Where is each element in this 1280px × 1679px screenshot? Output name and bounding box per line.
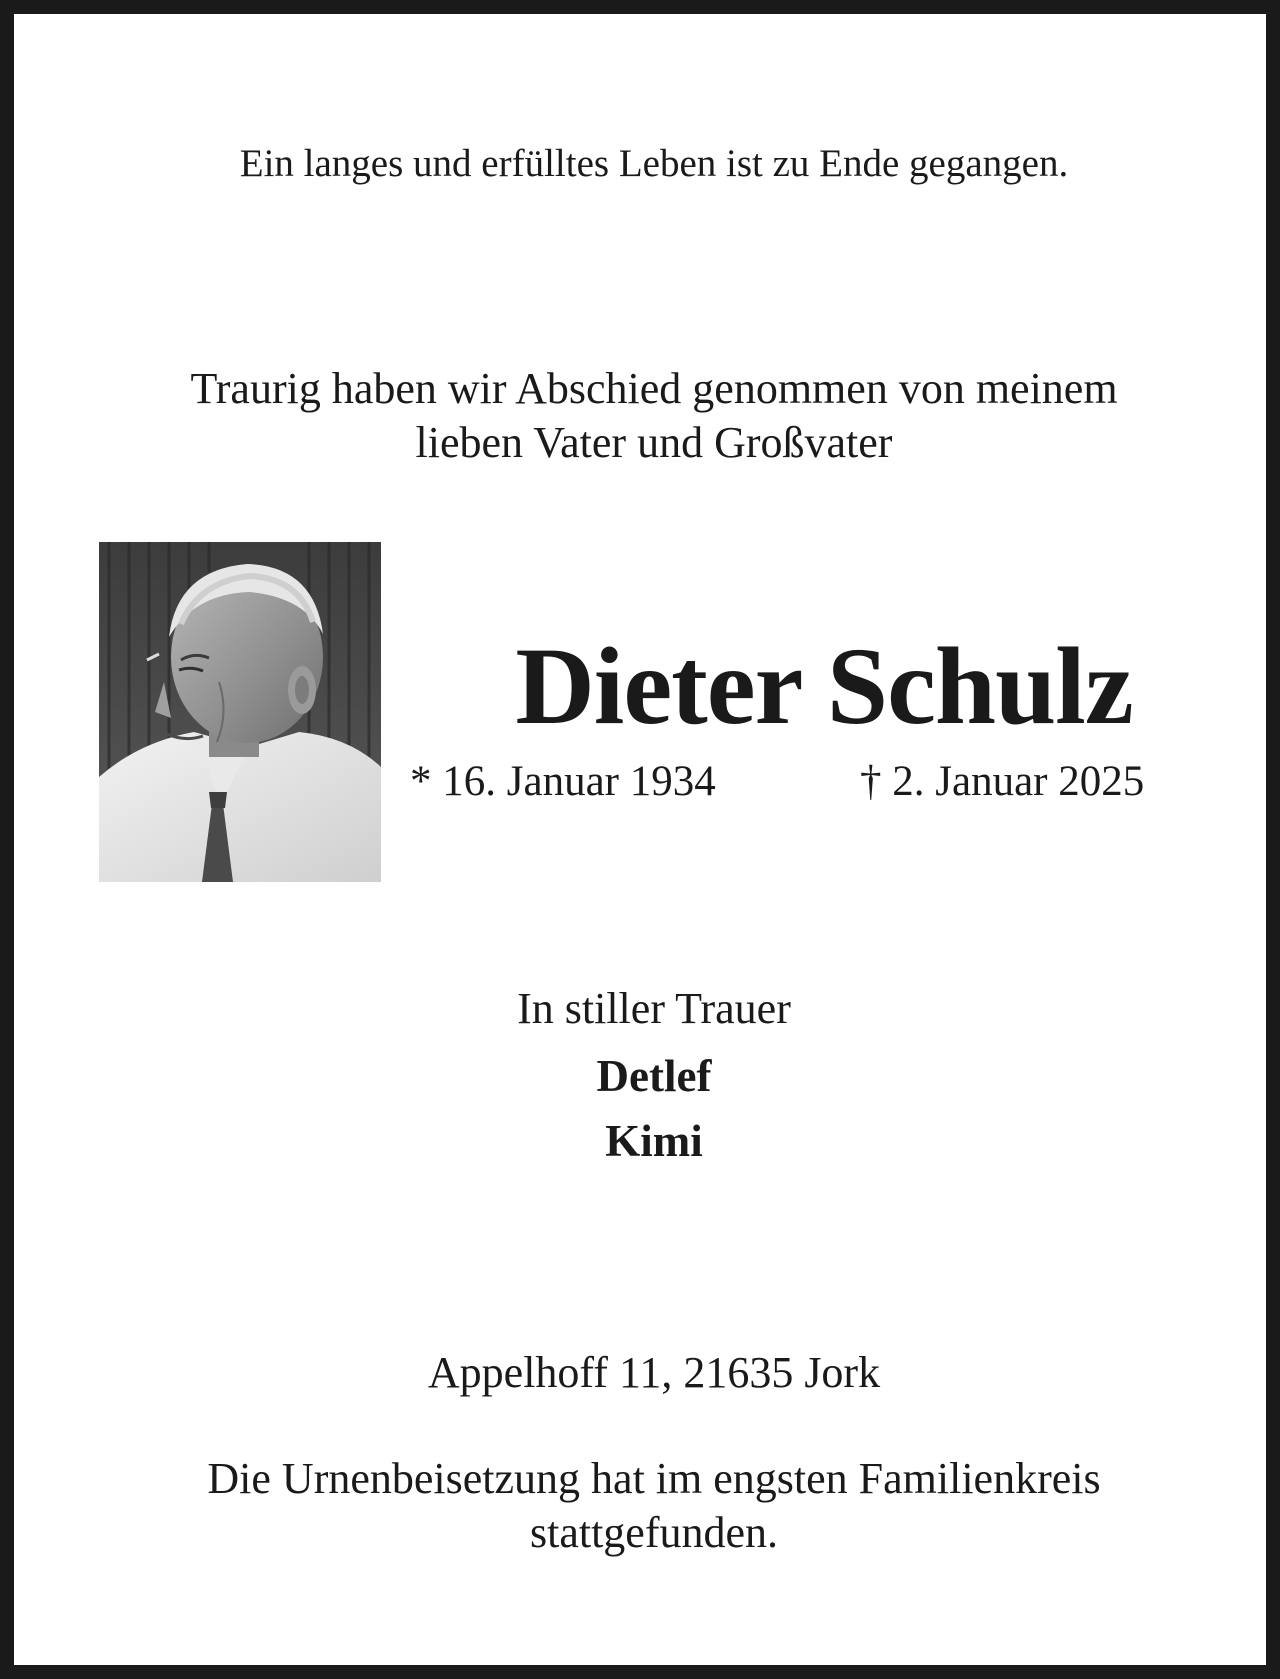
deceased-name: Dieter Schulz: [515, 625, 1133, 747]
mourner-name: Kimi: [605, 1116, 703, 1166]
death-date: † 2. Januar 2025: [860, 758, 1145, 805]
birth-date: * 16. Januar 1934: [410, 758, 716, 805]
burial-notice: [14, 1452, 1280, 1560]
farewell-line-1: Traurig haben wir Abschied genommen von meinem: [190, 364, 1118, 413]
farewell-line-2: lieben Vater und Großvater: [415, 418, 893, 467]
mourner-address: Appelhoff 11, 21635 Jork: [427, 1348, 881, 1397]
intro-line: Ein langes und erfülltes Leben ist zu Ende gegangen.: [239, 142, 1069, 185]
farewell-text: [14, 362, 1280, 470]
portrait-photo-image: [99, 542, 381, 882]
burial-line-1: Die Urnenbeisetzung hat im engsten Familienkreis: [207, 1454, 1101, 1503]
burial-line-2: stattgefunden.: [529, 1508, 779, 1557]
mourning-intro: In stiller Trauer: [517, 984, 791, 1033]
mourner-name: Detlef: [596, 1051, 712, 1101]
portrait-photo: [99, 542, 381, 882]
